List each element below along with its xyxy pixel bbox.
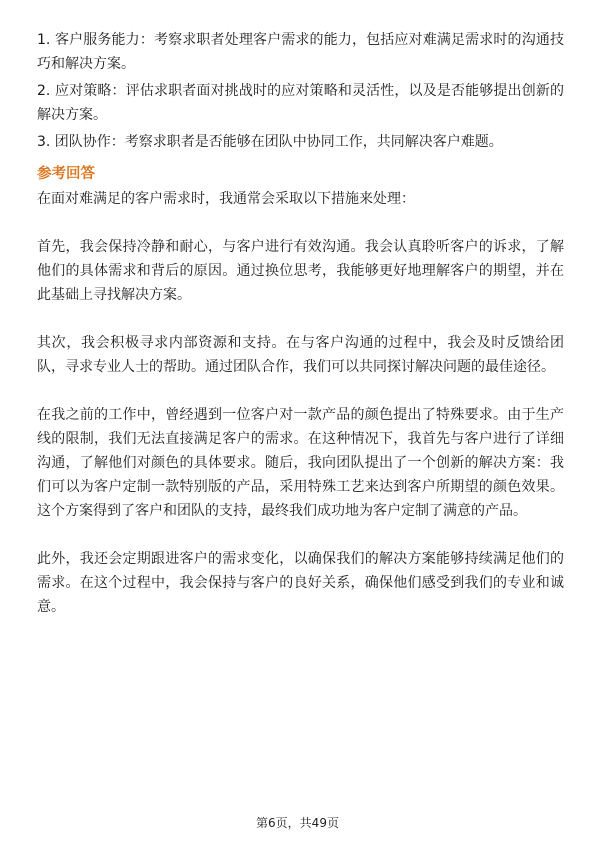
reference-answer-heading: 参考回答 (37, 166, 95, 182)
answer-paragraph: 在我之前的工作中，曾经遇到一位客户对一款产品的颜色提出了特殊要求。由于生产线的限制，我们无法直接满足客户的需求。在这种情况下，我首先与客户进行了详细沟通，了解他们对颜色的具体要求。随后，我向团队提出了一个创新的解决方案：我们可以为客户定制一款特别版的产品，采用特殊工艺来达到客户所期望的颜色效果。这个方案得到了客户和团队的支持，最终我们成功地为客户定制了满意的产品。 (37, 407, 564, 519)
answer-intro: 在面对难满足的客户需求时，我通常会采取以下措施来处理： (37, 191, 415, 207)
page-number: 第6页，共49页 (256, 816, 339, 830)
answer-paragraph: 其次，我会积极寻求内部资源和支持。在与客户沟通的过程中，我会及时反馈给团队，寻求专业人士的帮助。通过团队合作，我们可以共同探讨解决问题的最佳途径。 (37, 335, 564, 375)
evaluation-criteria-list (37, 28, 564, 154)
criteria-item: 1. 客户服务能力：考察求职者处理客户需求的能力，包括应对难满足需求时的沟通技巧和解决方案。 (37, 32, 564, 72)
answer-paragraph: 此外，我还会定期跟进客户的需求变化，以确保我们的解决方案能够持续满足他们的需求。在这个过程中，我会保持与客户的良好关系，确保他们感受到我们的专业和诚意。 (37, 551, 564, 615)
criteria-item: 2. 应对策略：评估求职者面对挑战时的应对策略和灵活性，以及是否能够提出创新的解决方案。 (37, 83, 564, 123)
criteria-item: 3. 团队协作：考察求职者是否能够在团队中协同工作，共同解决客户难题。 (37, 134, 503, 150)
document-page (37, 28, 564, 619)
answer-paragraph: 首先，我会保持冷静和耐心，与客户进行有效沟通。我会认真聆听客户的诉求，了解他们的具体需求和背后的原因。通过换位思考，我能够更好地理解客户的期望，并在此基础上寻找解决方案。 (37, 239, 564, 303)
